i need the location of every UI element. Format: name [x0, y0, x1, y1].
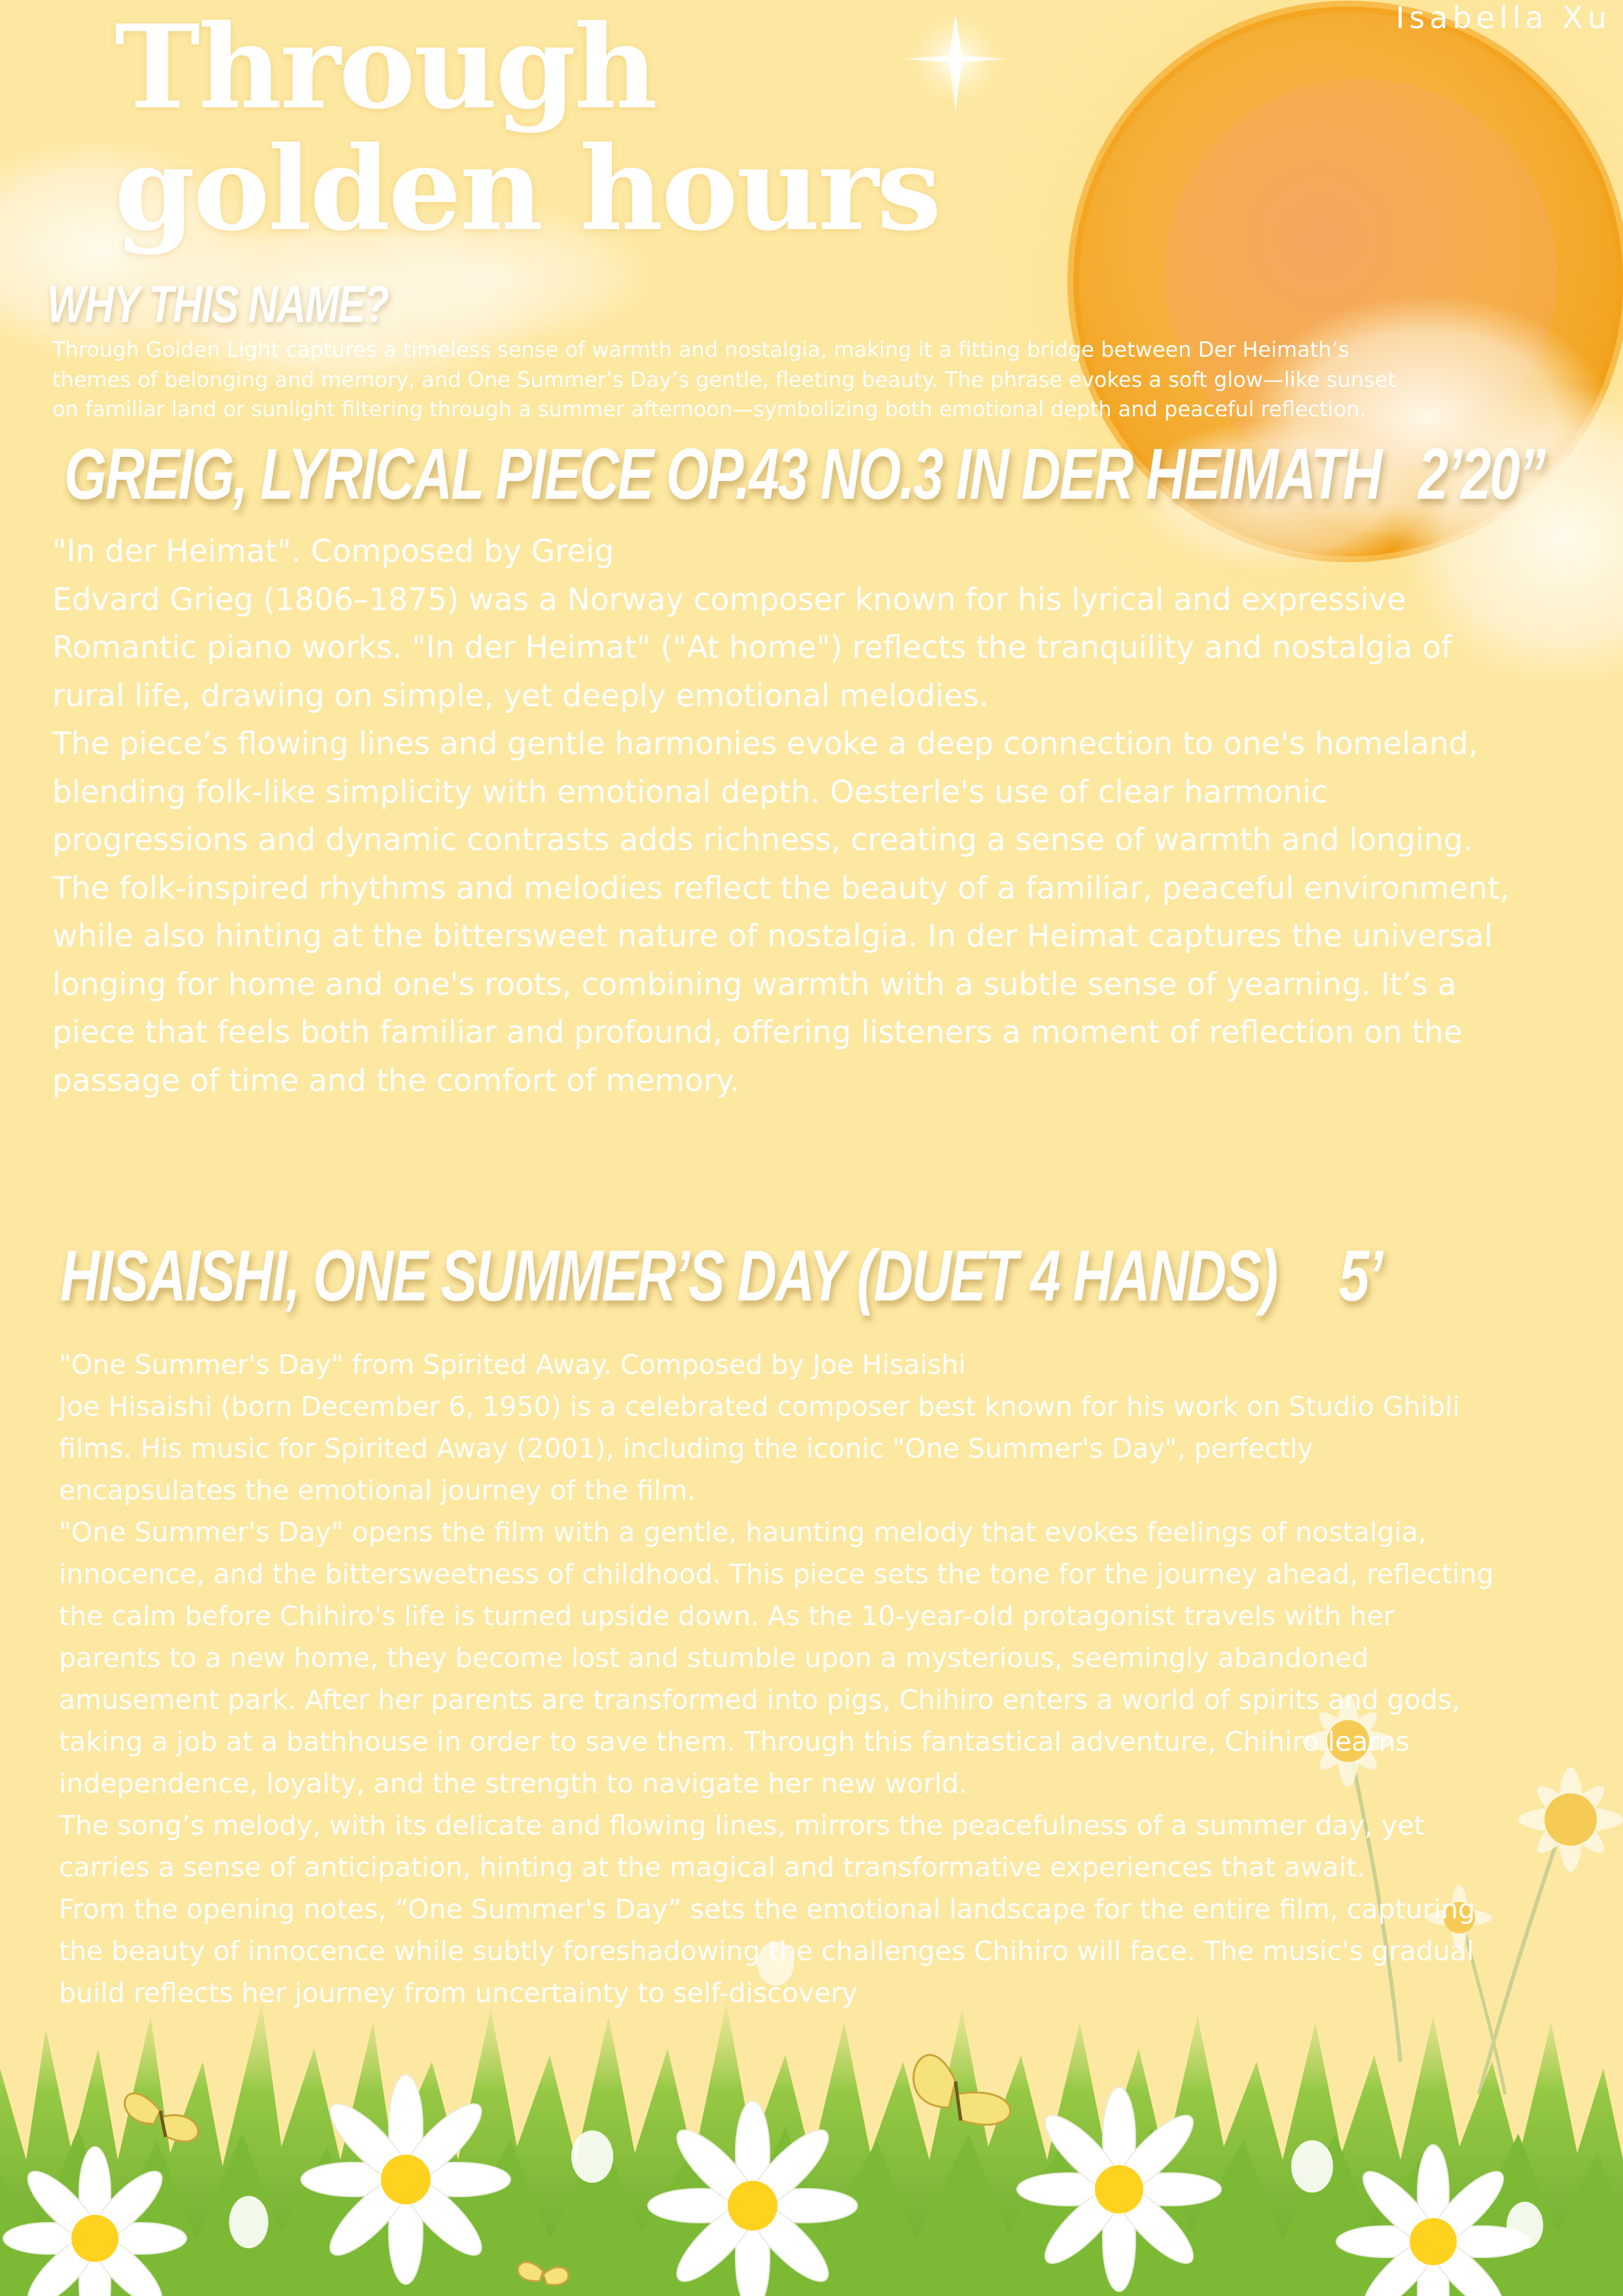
hisaishi-program-notes	[59, 1344, 1499, 2014]
piece-title: GREIG, LYRICAL PIECE OP.43 NO.3 IN DER HEIMATH	[64, 434, 1381, 514]
notes-paragraph: "One Summer's Day" from Spirited Away. Composed by Joe Hisaishi	[59, 1349, 966, 1380]
notes-paragraph: Joe Hisaishi (born December 6, 1950) is a celebrated composer best known for his work on Studio Ghibli films. His music for Spirited Away (2001), including the iconic "One Summer's Day", perfectly encapsulates the emotional journey of the film.	[59, 1391, 1460, 1506]
program-title: Through golden hours	[115, 0, 940, 257]
piece-duration: 2’20”	[1418, 434, 1544, 514]
piece-duration: 5’	[1338, 1236, 1382, 1316]
greig-program-notes	[52, 528, 1512, 1105]
notes-paragraph: The song’s melody, with its delicate and flowing lines, mirrors the peacefulness of a summer day, yet carries a sense of anticipation, hinting at the magical and transformative experiences that await.	[59, 1810, 1425, 1883]
daisy-icon	[1017, 2087, 1221, 2291]
piece-title: HISAISHI, ONE SUMMER’S DAY (DUET 4 HANDS)	[60, 1236, 1277, 1316]
notes-paragraph: The piece’s flowing lines and gentle harmonies evoke a deep connection to one's homeland, blending folk-like simplicity with emotional depth. Oesterle's use of clear harmonic progressions and dynamic contrasts adds richness, creating a sense of warmth and longing. The folk-inspired rhythms and melodies reflect the beauty of a familiar, peaceful environment, while also hinting at the bittersweet nature of nostalgia. In der Heimat captures the universal longing for home and one's roots, combining warmth with a subtle sense of yearning. It’s a piece that feels both familiar and profound, offering listeners a moment of reflection on the passage of time and the comfort of memory.	[52, 726, 1510, 1099]
notes-paragraph: "One Summer's Day" opens the film with a gentle, haunting melody that evokes feelings of nostalgia, innocence, and the bittersweetness of childhood. This piece sets the tone for the journey ahead, reflecting the calm before Chihiro's life is turned upside down. As the 10-year-old protagonist travels with her parents to a new home, they become lost and stumble upon a mysterious, seemingly abandoned amusement park. After her parents are transformed into pigs, Chihiro enters a world of spirits and gods, taking a job at a bathhouse in order to save them. Through this fantastical adventure, Chihiro learns independence, loyalty, and the strength to navigate her new world.	[59, 1516, 1494, 1799]
notes-paragraph: From the opening notes, “One Summer's Day” sets the emotional landscape for the entire film, capturing the beauty of innocence while subtly foreshadowing the challenges Chihiro will face. The music's gradual build reflects her journey from uncertainty to self-discovery	[59, 1893, 1476, 2009]
notes-paragraph: "In der Heimat". Composed by Greig	[52, 533, 615, 569]
why-this-name-heading: WHY THIS NAME?	[47, 275, 389, 333]
hisaishi-piece-heading	[60, 1237, 1382, 1316]
why-this-name-text: Through Golden Light captures a timeless sense of warmth and nostalgia, making it a fitting bridge between Der Heimath’s themes of belonging and memory, and One Summer’s Day’s gentle, fleeting beauty. The phrase evokes a soft glow—like sunset on familiar land or sunlight filtering through a summer afternoon—symbolizing both emotional depth and peaceful reflection.	[52, 337, 1396, 422]
greig-piece-heading	[64, 435, 1544, 514]
daisy-icon	[301, 2075, 510, 2284]
notes-paragraph: Edvard Grieg (1806–1875) was a Norway composer known for his lyrical and expressive Romantic piano works. "In der Heimat" ("At home") reflects the tranquility and nostalgia of rural life, drawing on simple, yet deeply emotional melodies.	[52, 581, 1452, 714]
author-name: Isabella Xu	[1395, 0, 1611, 35]
